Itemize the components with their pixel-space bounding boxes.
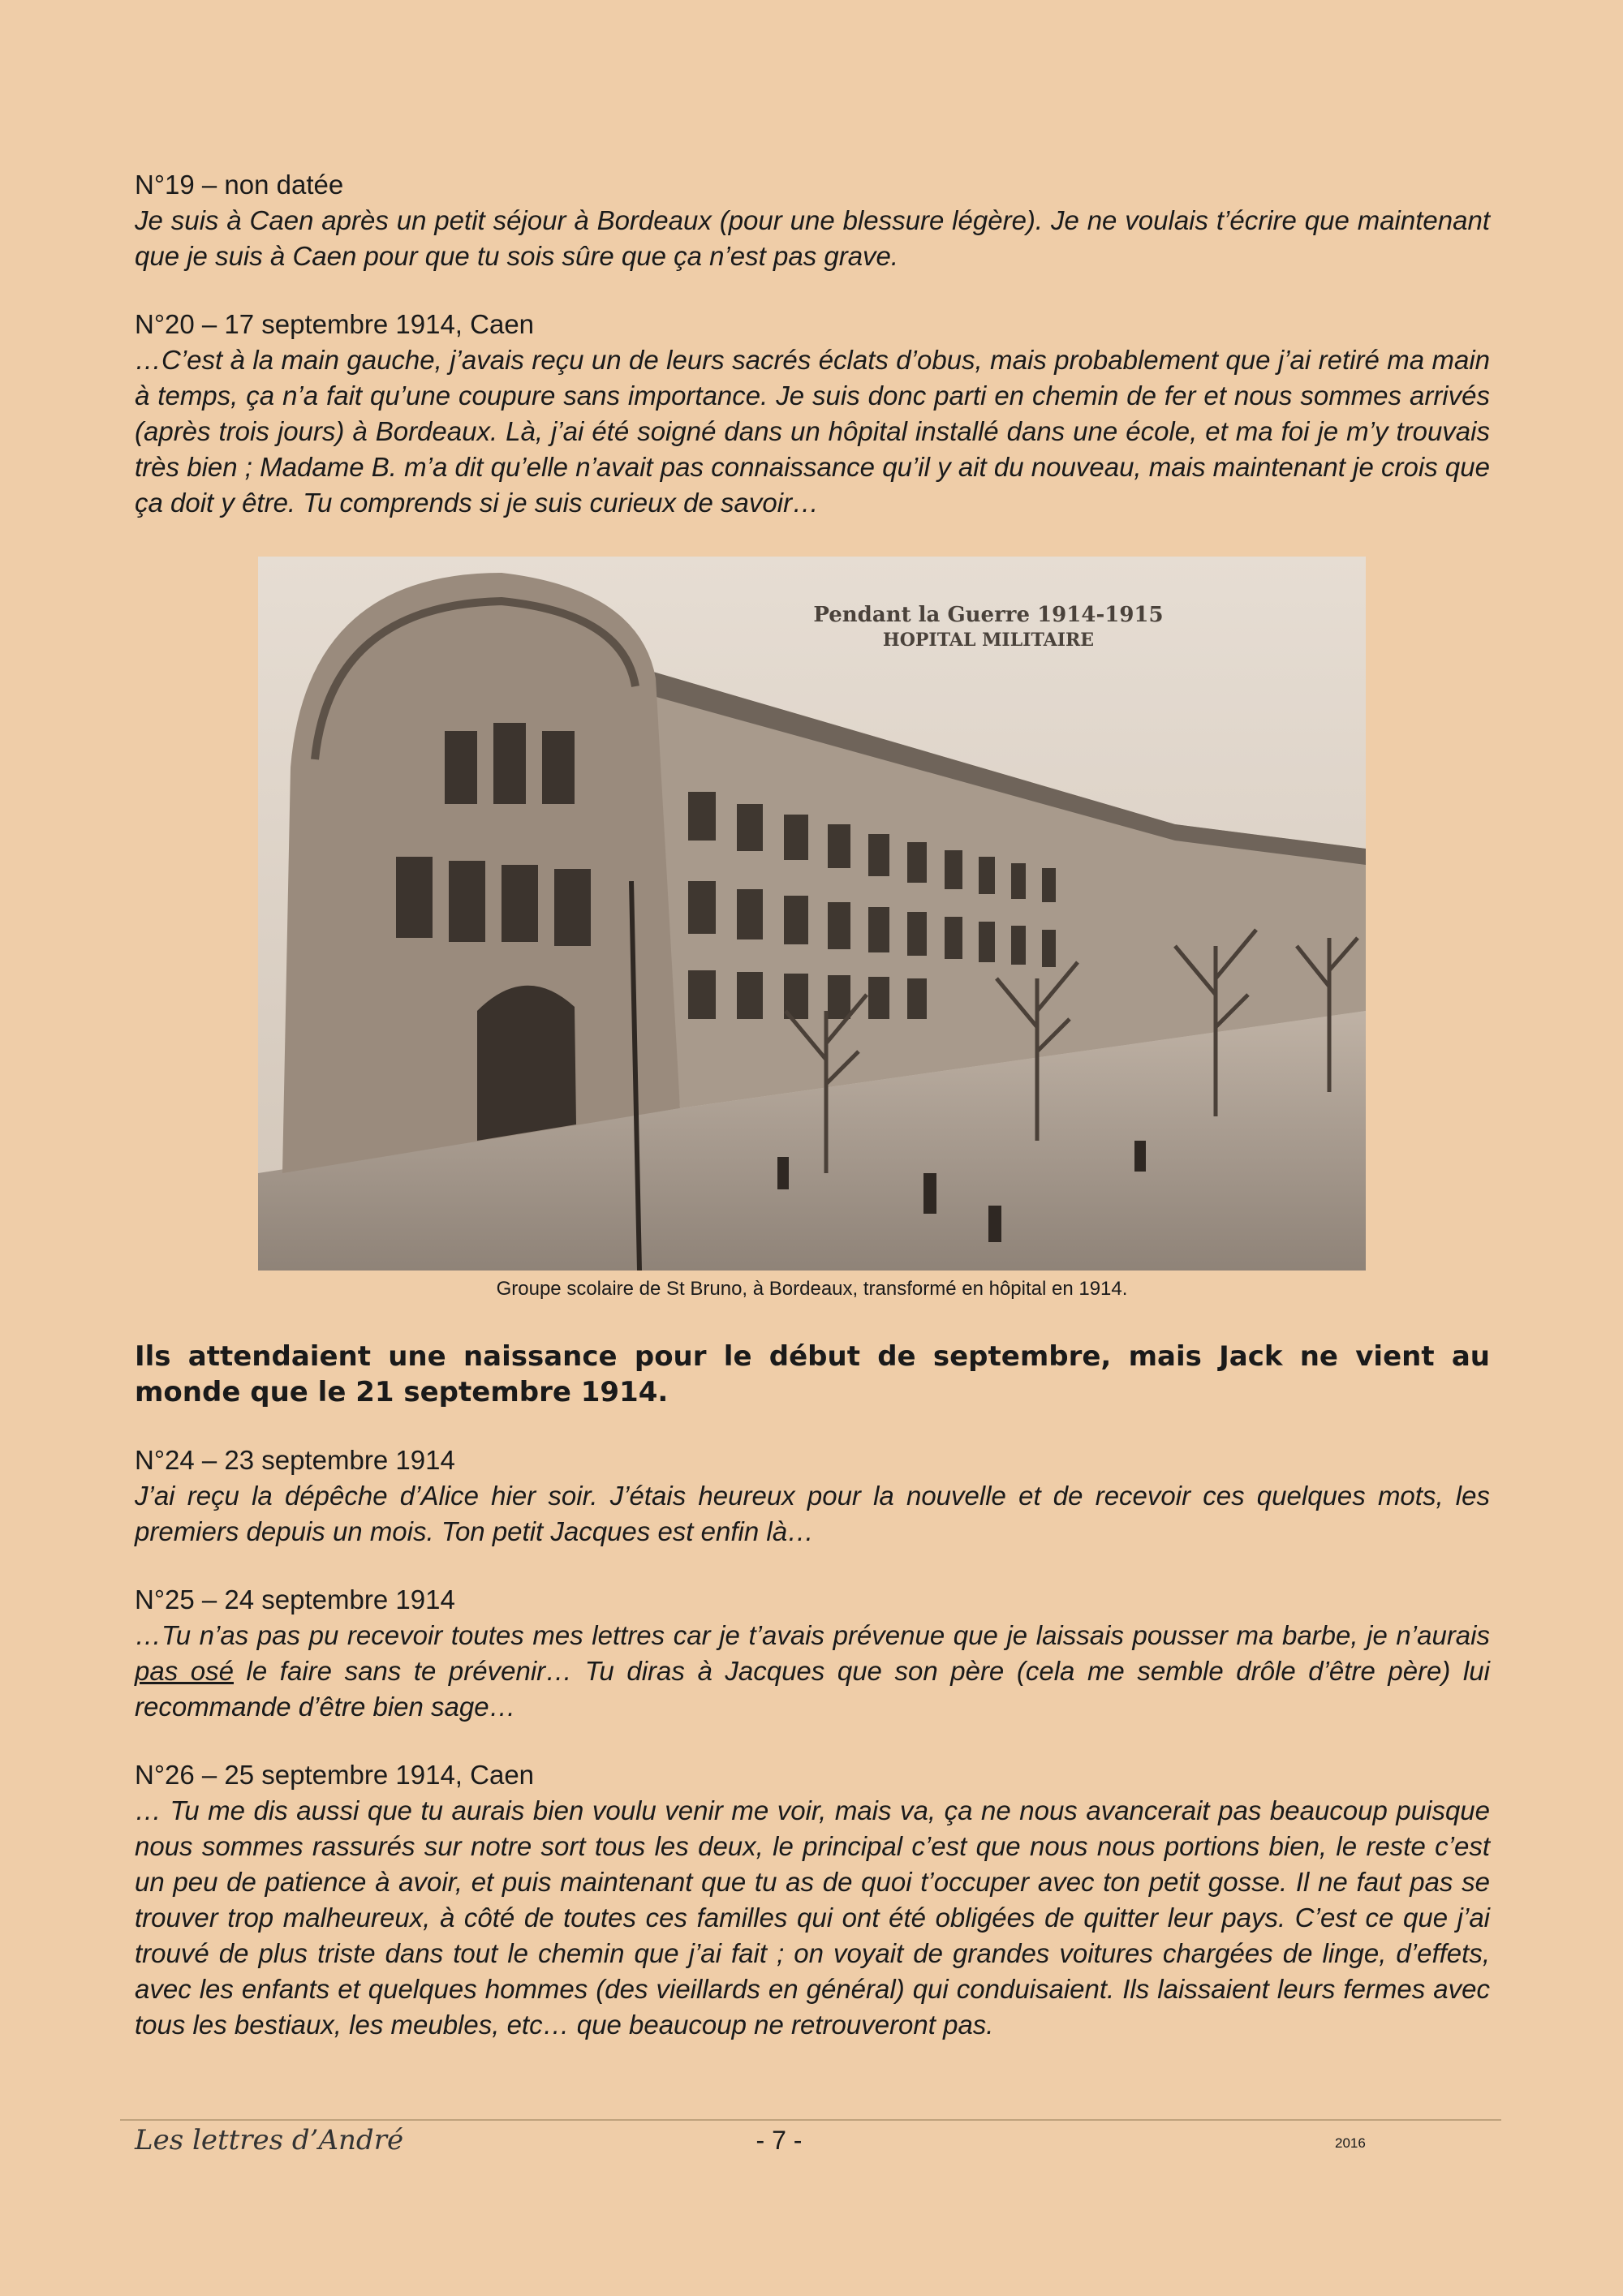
letter-text-part: …Tu n’as pas pu recevoir toutes mes lettres car je t’avais prévenue que je laissais pousser ma barbe, je n’aurais bbox=[135, 1620, 1490, 1650]
footer-divider bbox=[120, 2119, 1501, 2121]
photo-figure bbox=[258, 557, 1366, 1303]
letter-heading: N°24 – 23 septembre 1914 bbox=[135, 1445, 455, 1475]
letter-heading: N°19 – non datée bbox=[135, 170, 344, 200]
letter-text: J’ai reçu la dépêche d’Alice hier soir. J’étais heureux pour la nouvelle et de recevoir ces quelques mots, les premiers depuis un mois. Ton petit Jacques est enfin là… bbox=[135, 1481, 1490, 1546]
underlined-text: pas osé bbox=[135, 1656, 234, 1686]
hospital-postcard-photo bbox=[258, 557, 1366, 1271]
photo-caption: Groupe scolaire de St Bruno, à Bordeaux, transformé en hôpital en 1914. bbox=[496, 1278, 1128, 1300]
letter-text-part: le faire sans te prévenir… Tu diras à Jacques que son père (cela me semble drôle d’être père) lui recommande d’être bien sage… bbox=[135, 1656, 1490, 1722]
letter-text: Je suis à Caen après un petit séjour à Bordeaux (pour une blessure légère). Je ne voulais t’écrire que maintenant que je suis à Caen pour que tu sois sûre que ça n’est pas grave. bbox=[135, 205, 1490, 271]
page-content bbox=[135, 167, 1490, 2075]
footer-year: 2016 bbox=[1335, 2135, 1366, 2151]
narrative-note: Ils attendaient une naissance pour le début de septembre, mais Jack ne vient au monde que le 21 septembre 1914. bbox=[135, 1340, 1490, 1408]
letter-heading: N°26 – 25 septembre 1914, Caen bbox=[135, 1760, 535, 1790]
letter-text: … Tu me dis aussi que tu aurais bien voulu venir me voir, mais va, ça ne nous avancerait pas beaucoup puisque nous sommes rassurés sur notre sort tous les deux, le principal c’est que nous nous portions bien, le reste c’est un peu de patience à avoir, et puis maintenant que tu as de quoi t’occuper avec ton petit gosse. Il ne faut pas se trouver trop malheureux, à côté de toutes ces familles qui ont été obligées de quitter leur pays. C’est ce que j’ai trouvé de plus triste dans tout le chemin que j’ai fait ; on voyait de grandes voitures chargées de linge, d’effets, avec les enfants et quelques hommes (des vieillards en général) qui conduisaient. Ils laissaient leurs fermes avec tous les bestiaux, les meubles, etc… que beaucoup ne retrouveront pas. bbox=[135, 1795, 1490, 2040]
letter-heading: N°20 – 17 septembre 1914, Caen bbox=[135, 309, 535, 339]
letter-heading: N°25 – 24 septembre 1914 bbox=[135, 1584, 455, 1615]
footer-title: Les lettres d’André bbox=[135, 2124, 404, 2156]
letter-entry-25 bbox=[135, 1582, 1490, 1725]
page-number: - 7 - bbox=[756, 2126, 803, 2155]
letter-entry-24 bbox=[135, 1443, 1490, 1550]
letter-entry-26 bbox=[135, 1757, 1490, 2043]
postcard-title: Pendant la Guerre 1914-1915 bbox=[813, 603, 1164, 627]
postcard-subtitle: HOPITAL MILITAIRE bbox=[882, 630, 1095, 651]
letter-text bbox=[135, 1618, 1490, 1725]
letter-entry-20 bbox=[135, 307, 1490, 521]
letter-text: …C’est à la main gauche, j’avais reçu un de leurs sacrés éclats d’obus, mais probablement que j’ai retiré ma main à temps, ça n’a fait qu’une coupure sans importance. Je suis donc parti en chemin de fer et nous sommes arrivés (après trois jours) à Bordeaux. Là, j’ai été soigné dans un hôpital installé dans une école, et ma foi je m’y trouvais très bien ; Madame B. m’a dit qu’elle n’avait pas connaissance qu’il y ait du nouveau, mais maintenant je crois que ça doit y être. Tu comprends si je suis curieux de savoir… bbox=[135, 345, 1490, 518]
letter-entry-19 bbox=[135, 167, 1490, 274]
